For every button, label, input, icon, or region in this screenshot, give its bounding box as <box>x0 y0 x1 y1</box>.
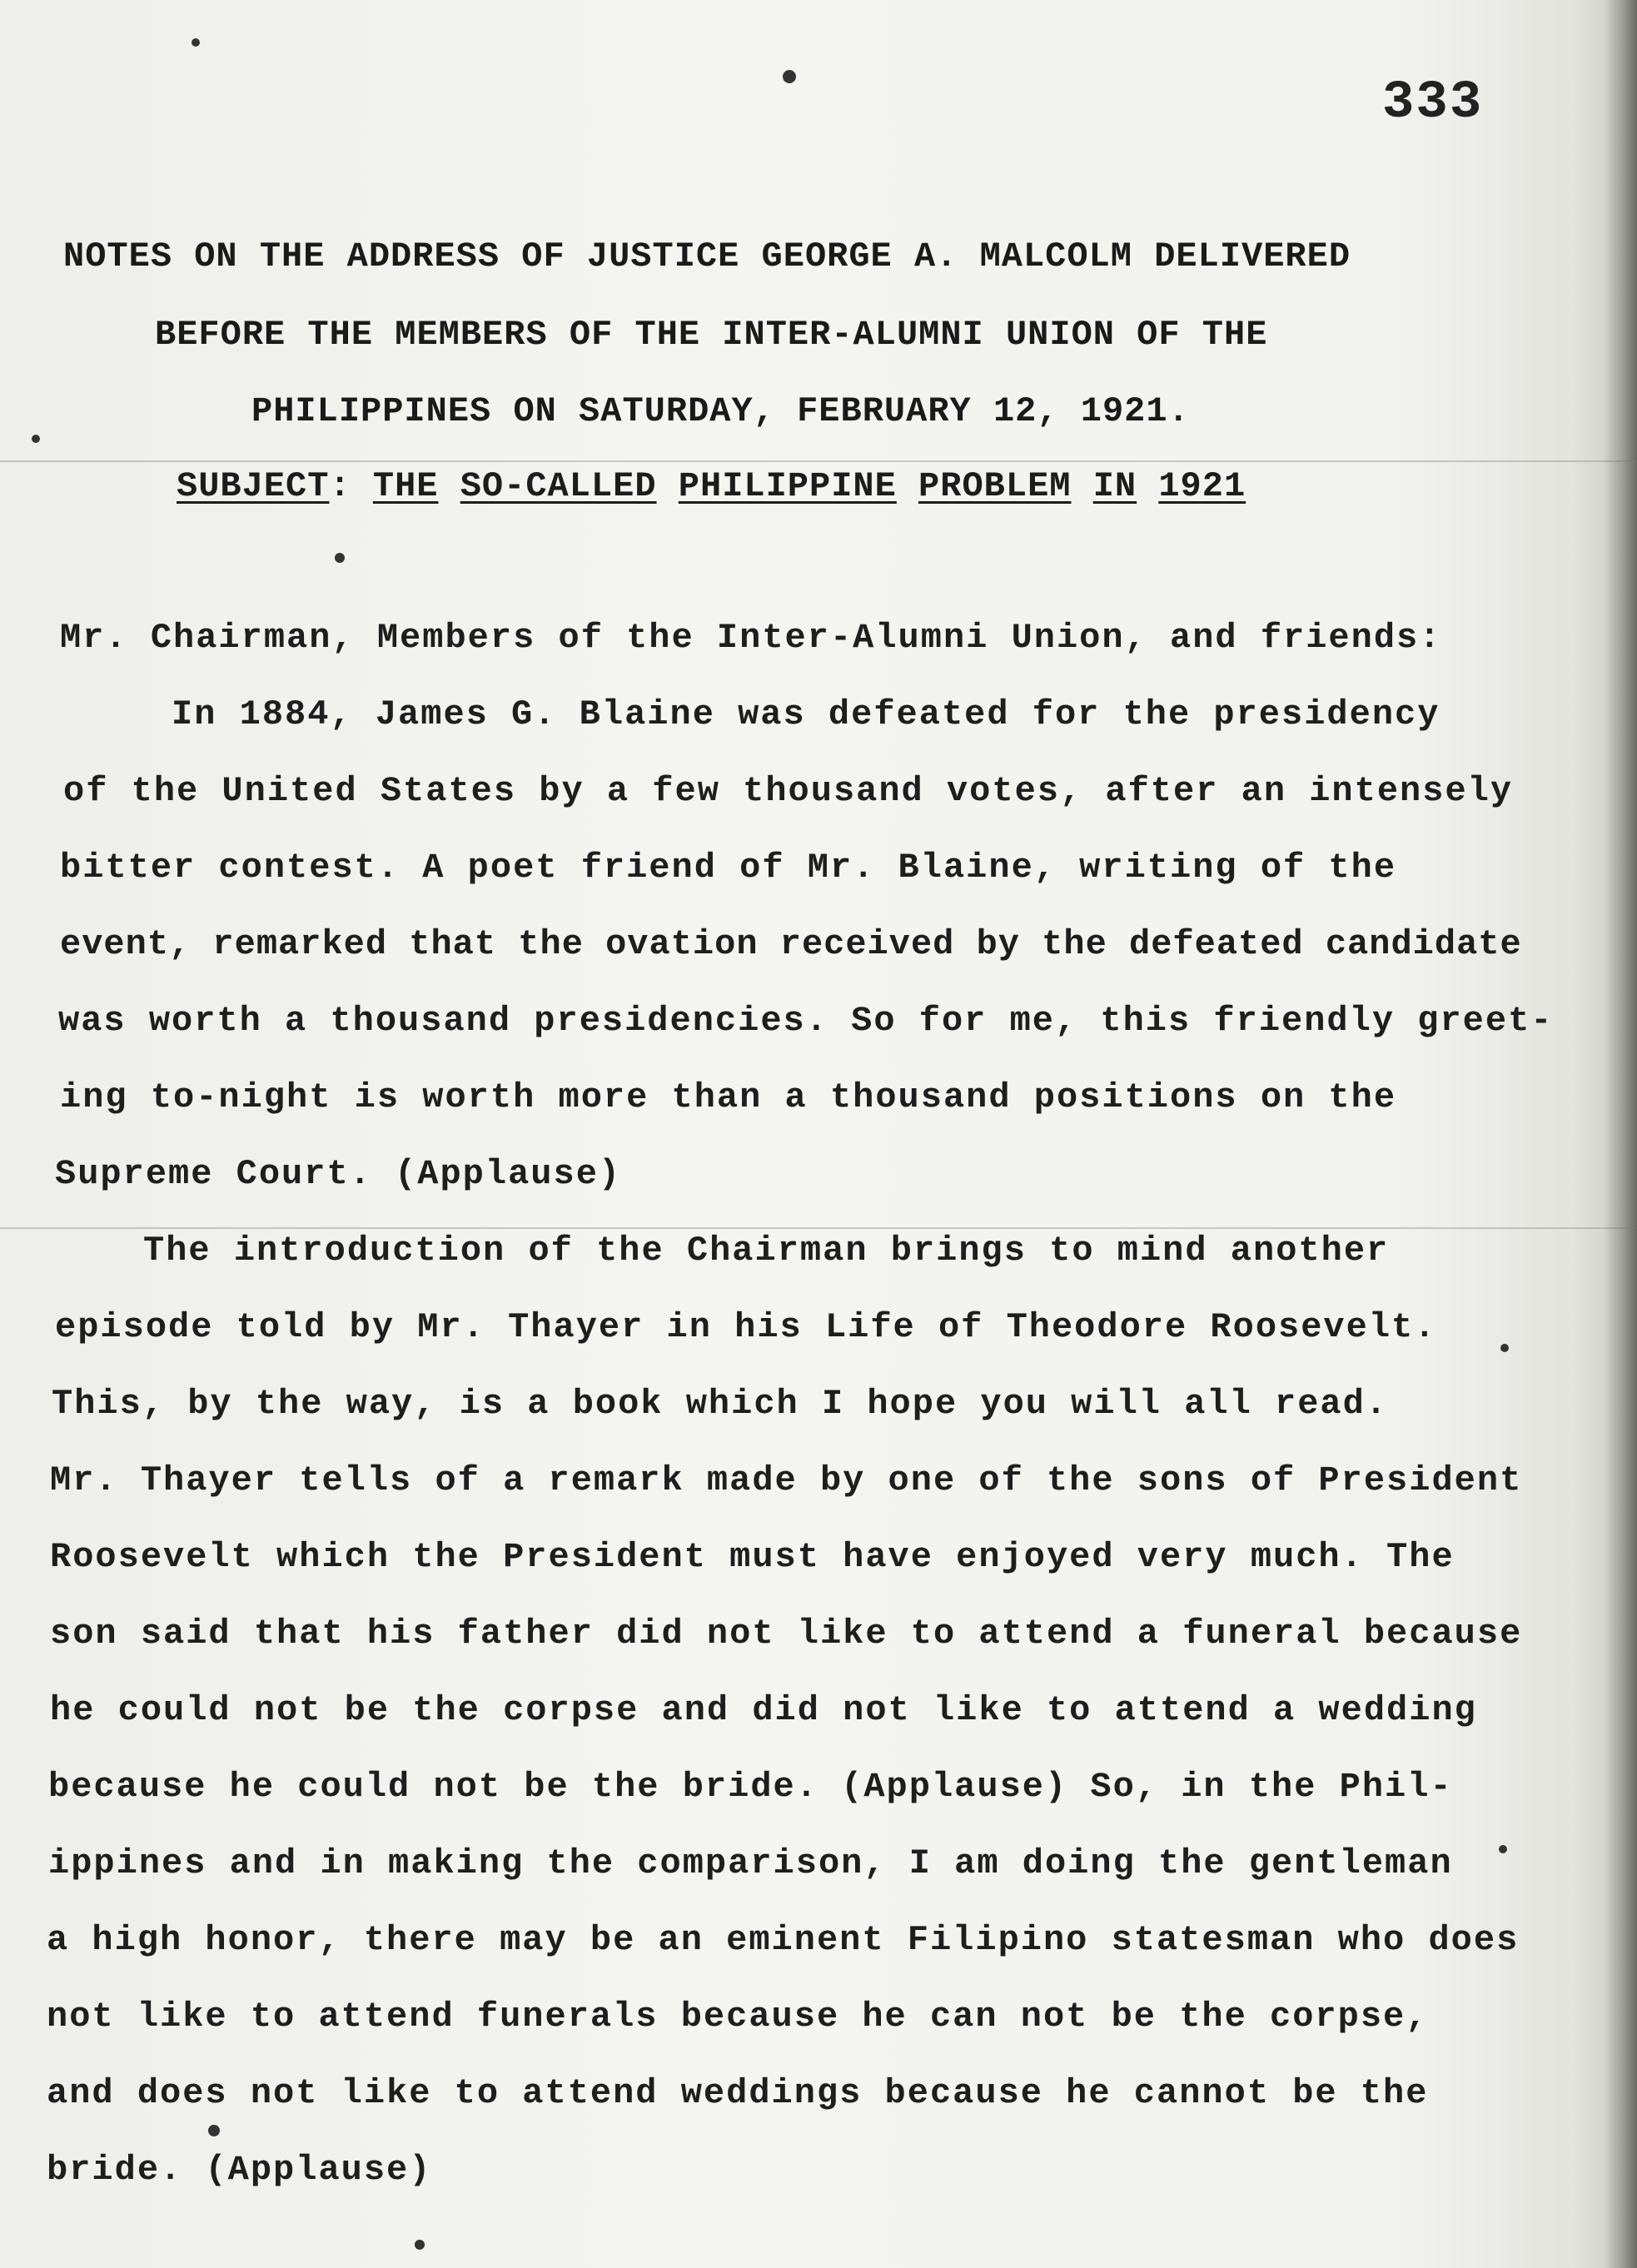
body-line-17: ippines and in making the comparison, I am doing the gentleman <box>48 1843 1453 1883</box>
body-line-14: son said that his father did not like to attend a funeral because <box>50 1614 1523 1654</box>
scan-speck <box>783 70 796 83</box>
body-line-10: episode told by Mr. Thayer in his Life of Theodore Roosevelt. <box>55 1307 1437 1347</box>
body-line-20: and does not like to attend weddings because he cannot be the <box>47 2073 1429 2113</box>
body-line-16: because he could not be the bride. (Applause) So, in the Phil- <box>48 1767 1453 1807</box>
body-line-18: a high honor, there may be an eminent Filipino statesman who does <box>47 1920 1520 1960</box>
subject-line <box>177 466 1246 506</box>
heading-line-3: PHILIPPINES ON SATURDAY, FEBRUARY 12, 1921. <box>251 391 1190 431</box>
body-line-2: In 1884, James G. Blaine was defeated for the presidency <box>172 694 1440 734</box>
scan-speck <box>32 435 40 443</box>
heading-line-1: NOTES ON THE ADDRESS OF JUSTICE GEORGE A. MALCOLM DELIVERED <box>63 236 1351 276</box>
body-line-7: ing to-night is worth more than a thousand positions on the <box>60 1077 1397 1117</box>
scan-speck <box>208 2125 220 2136</box>
page-edge-shadow <box>1604 0 1637 2268</box>
scan-speck <box>1500 1344 1509 1352</box>
body-line-19: not like to attend funerals because he can not be the corpse, <box>47 1997 1429 2037</box>
body-line-5: event, remarked that the ovation received by the defeated candidate <box>60 924 1522 964</box>
subject-word-4: PROBLEM <box>918 466 1072 506</box>
page-number: 333 <box>1382 73 1484 133</box>
subject-label: SUBJECT <box>177 466 330 506</box>
subject-word-1: THE <box>372 466 439 506</box>
body-line-12: Mr. Thayer tells of a remark made by one of the sons of President <box>50 1460 1523 1500</box>
subject-colon: : <box>329 466 351 506</box>
body-line-4: bitter contest. A poet friend of Mr. Blaine, writing of the <box>60 848 1397 888</box>
subject-word-5: IN <box>1092 466 1137 506</box>
subject-word-3: PHILIPPINE <box>678 466 897 506</box>
body-line-13: Roosevelt which the President must have enjoyed very much. The <box>50 1537 1455 1577</box>
scan-speck <box>415 2240 425 2250</box>
body-line-11: This, by the way, is a book which I hope you will all read. <box>52 1384 1389 1424</box>
subject-word-2: SO-CALLED <box>460 466 657 506</box>
body-line-8: Supreme Court. (Applause) <box>55 1154 622 1194</box>
body-line-21: bride. (Applause) <box>47 2150 432 2190</box>
body-line-3: of the United States by a few thousand votes, after an intensely <box>63 771 1514 811</box>
scan-speck <box>192 38 200 47</box>
subject-word-6: 1921 <box>1158 466 1246 506</box>
fold-line-middle <box>0 1227 1637 1229</box>
body-line-15: he could not be the corpse and did not like to attend a wedding <box>50 1690 1477 1730</box>
body-line-9: The introduction of the Chairman brings to mind another <box>143 1231 1390 1271</box>
heading-line-2: BEFORE THE MEMBERS OF THE INTER-ALUMNI UNION OF THE <box>155 315 1268 355</box>
fold-line-top <box>0 460 1637 462</box>
scan-speck <box>1499 1845 1507 1853</box>
body-line-6: was worth a thousand presidencies. So for me, this friendly greet- <box>58 1001 1554 1041</box>
body-line-1: Mr. Chairman, Members of the Inter-Alumni Union, and friends: <box>60 618 1442 658</box>
scan-speck <box>335 553 345 563</box>
